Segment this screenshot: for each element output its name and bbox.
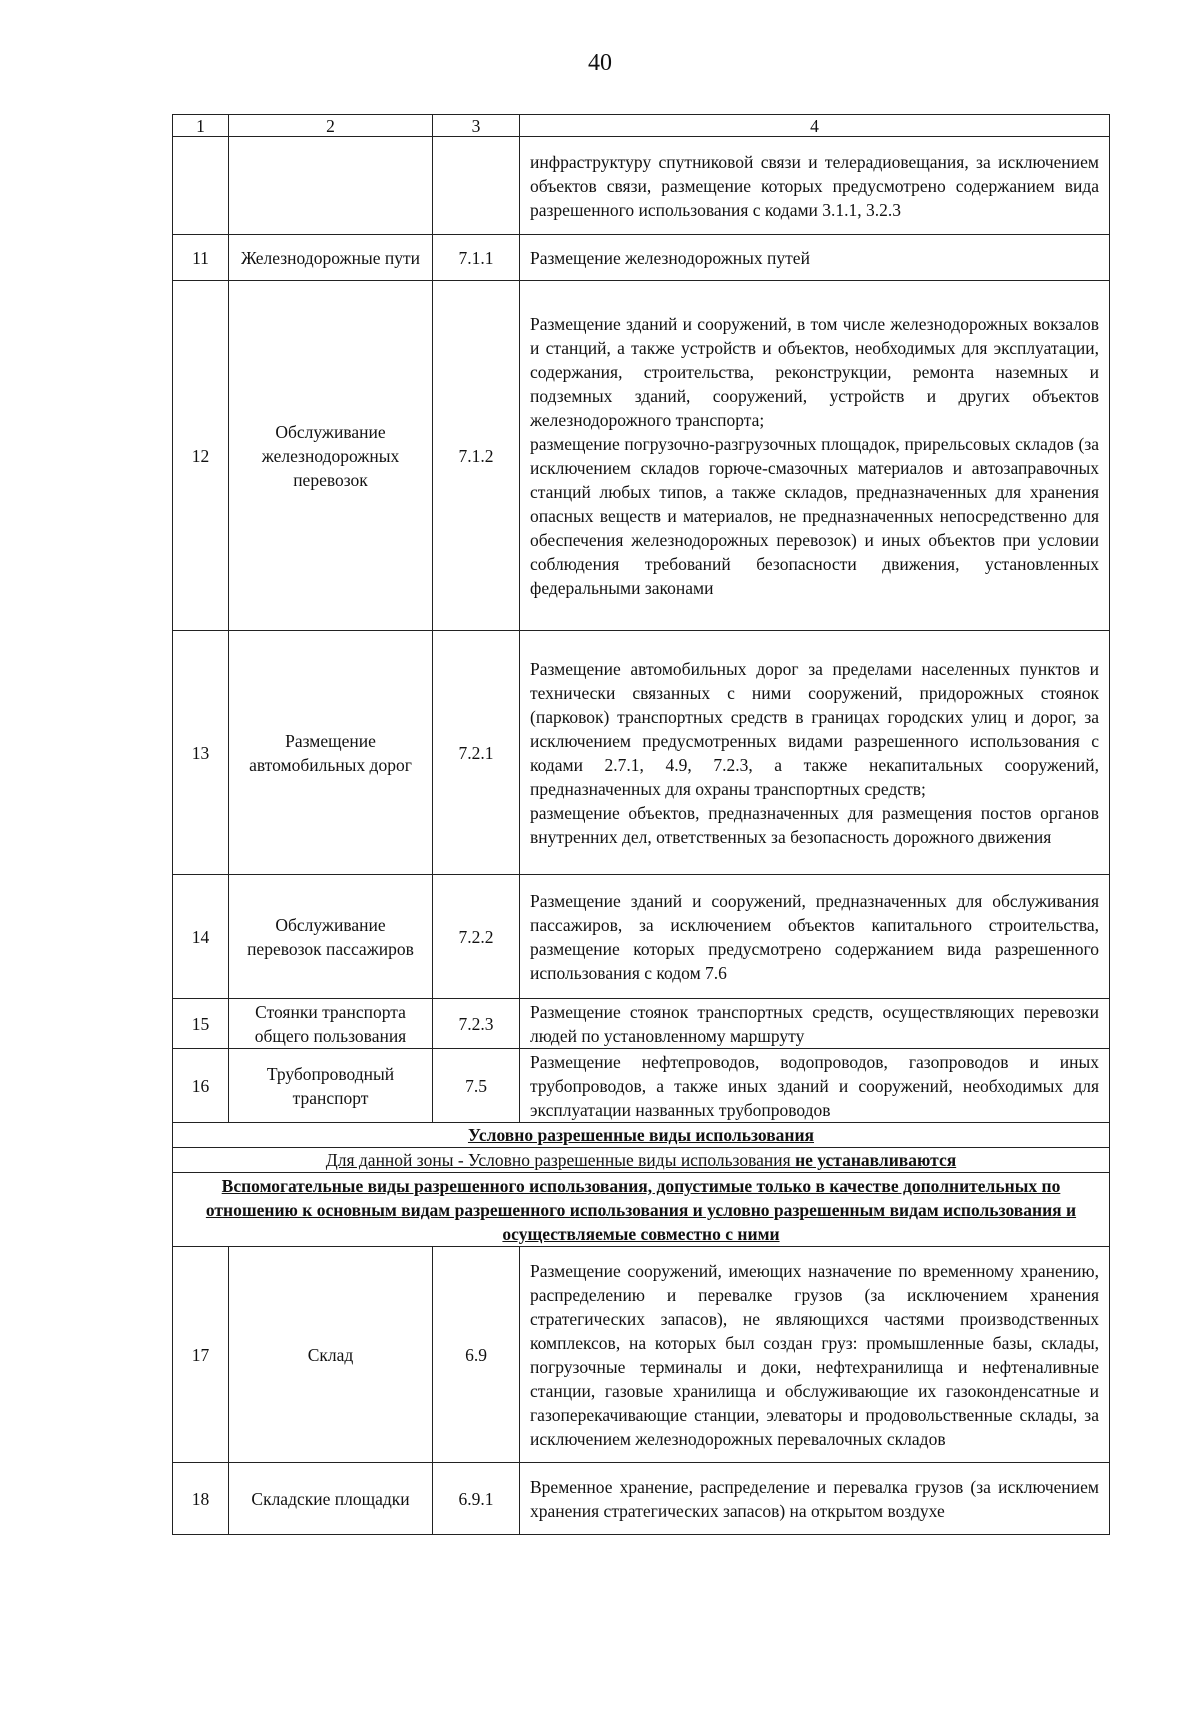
auxiliary-uses-heading: Вспомогательные виды разрешенного использования, допустимые только в качестве дополнительных по отношению к основным видам разрешенного использования и условно разрешенным видам использования и осуществляемые совместно с ними	[173, 1173, 1110, 1247]
section-row	[173, 1123, 1110, 1148]
row-name	[229, 137, 433, 235]
row-number: 16	[173, 1049, 229, 1123]
page-number: 40	[588, 50, 612, 76]
description-part: размещение объектов, предназначенных для размещения постов органов внутренних дел, ответственных за безопасность дорожного движения	[530, 802, 1099, 847]
table-row	[173, 1049, 1110, 1123]
row-name: Склад	[229, 1247, 433, 1463]
row-number: 17	[173, 1247, 229, 1463]
header-col-2: 2	[229, 115, 433, 137]
section-row	[173, 1173, 1110, 1247]
row-code: 6.9	[433, 1247, 520, 1463]
row-number: 12	[173, 281, 229, 631]
row-code: 6.9.1	[433, 1463, 520, 1535]
row-description: Размещение железнодорожных путей	[520, 235, 1110, 281]
row-name: Складские площадки	[229, 1463, 433, 1535]
row-description: Размещение зданий и сооружений, предназначенных для обслуживания пассажиров, за исключением объектов капитального строительства, размещение которых предусмотрено содержанием вида разрешенного использования с кодом 7.6	[520, 875, 1110, 999]
description-part: Размещение зданий и сооружений, в том числе железнодорожных вокзалов и станций, а также устройств и объектов, необходимых для эксплуатации, содержания, строительства, реконструкции, ремонта наземных и подземных зданий, сооружений, устройств и других объектов железнодорожного транспорта;	[530, 313, 1099, 430]
description-part: размещение погрузочно-разгрузочных площадок, прирельсовых складов (за исключением складов горюче-смазочных материалов и автозаправочных станций любых типов, а также складов, предназначенных для хранения опасных веществ и материалов, не предназначенных непосредственно для обеспечения железнодорожных перевозок) и иных объектов при условии соблюдения требований безопасности движения, установленных федеральными законами	[530, 433, 1099, 598]
row-description	[520, 281, 1110, 631]
land-use-table	[172, 114, 1110, 1535]
row-number: 14	[173, 875, 229, 999]
conditional-uses-note	[173, 1148, 1110, 1173]
table-row	[173, 999, 1110, 1049]
row-number: 18	[173, 1463, 229, 1535]
header-col-4: 4	[520, 115, 1110, 137]
row-code: 7.1.2	[433, 281, 520, 631]
row-description: Размещение нефтепроводов, водопроводов, газопроводов и иных трубопроводов, а также иных зданий и сооружений, необходимых для эксплуатации названных трубопроводов	[520, 1049, 1110, 1123]
table-row	[173, 875, 1110, 999]
header-col-3: 3	[433, 115, 520, 137]
table-row	[173, 1463, 1110, 1535]
row-description	[520, 631, 1110, 875]
row-number: 11	[173, 235, 229, 281]
row-name: Трубопроводный транспорт	[229, 1049, 433, 1123]
row-description: инфраструктуру спутниковой связи и телерадиовещания, за исключением объектов связи, размещение которых предусмотрено содержанием вида разрешенного использования с кодами 3.1.1, 3.2.3	[520, 137, 1110, 235]
section-row	[173, 1148, 1110, 1173]
row-name: Обслуживание перевозок пассажиров	[229, 875, 433, 999]
conditional-uses-heading: Условно разрешенные виды использования	[173, 1123, 1110, 1148]
row-description: Размещение сооружений, имеющих назначение по временному хранению, распределению и перевалке грузов (за исключением хранения стратегических запасов), не являющихся частями производственных комплексов, на которых был создан груз: промышленные базы, склады, погрузочные терминалы и доки, нефтехранилища и нефтеналивные станции, газовые хранилища и обслуживающие их газоконденсатные и газоперекачивающие станции, элеваторы и продовольственные склады, за исключением железнодорожных перевалочных складов	[520, 1247, 1110, 1463]
row-name: Размещение автомобильных дорог	[229, 631, 433, 875]
table-row-continuation	[173, 137, 1110, 235]
row-code: 7.1.1	[433, 235, 520, 281]
header-col-1: 1	[173, 115, 229, 137]
row-code: 7.5	[433, 1049, 520, 1123]
row-number: 13	[173, 631, 229, 875]
row-name: Обслуживание железнодорожных перевозок	[229, 281, 433, 631]
table-row	[173, 631, 1110, 875]
conditional-note-emphasis: не устанавливаются	[795, 1150, 957, 1170]
row-code: 7.2.2	[433, 875, 520, 999]
description-part: Размещение автомобильных дорог за пределами населенных пунктов и технически связанных с ними сооружений, придорожных стоянок (парковок) транспортных средств в границах городских улиц и дорог, за исключением предусмотренных видами разрешенного использования с кодами 2.7.1, 4.9, 7.2.3, а также некапитальных сооружений, предназначенных для охраны транспортных средств;	[530, 658, 1099, 799]
row-number	[173, 137, 229, 235]
row-description: Временное хранение, распределение и перевалка грузов (за исключением хранения стратегических запасов) на открытом воздухе	[520, 1463, 1110, 1535]
row-code: 7.2.1	[433, 631, 520, 875]
table-row	[173, 1247, 1110, 1463]
row-number: 15	[173, 999, 229, 1049]
row-name: Стоянки транспорта общего пользования	[229, 999, 433, 1049]
table-row	[173, 235, 1110, 281]
row-code	[433, 137, 520, 235]
header-row	[173, 115, 1110, 137]
row-name: Железнодорожные пути	[229, 235, 433, 281]
row-description: Размещение стоянок транспортных средств, осуществляющих перевозки людей по установленному маршруту	[520, 999, 1110, 1049]
table-row	[173, 281, 1110, 631]
row-code: 7.2.3	[433, 999, 520, 1049]
conditional-note-text: Для данной зоны - Условно разрешенные виды использования	[325, 1150, 796, 1170]
